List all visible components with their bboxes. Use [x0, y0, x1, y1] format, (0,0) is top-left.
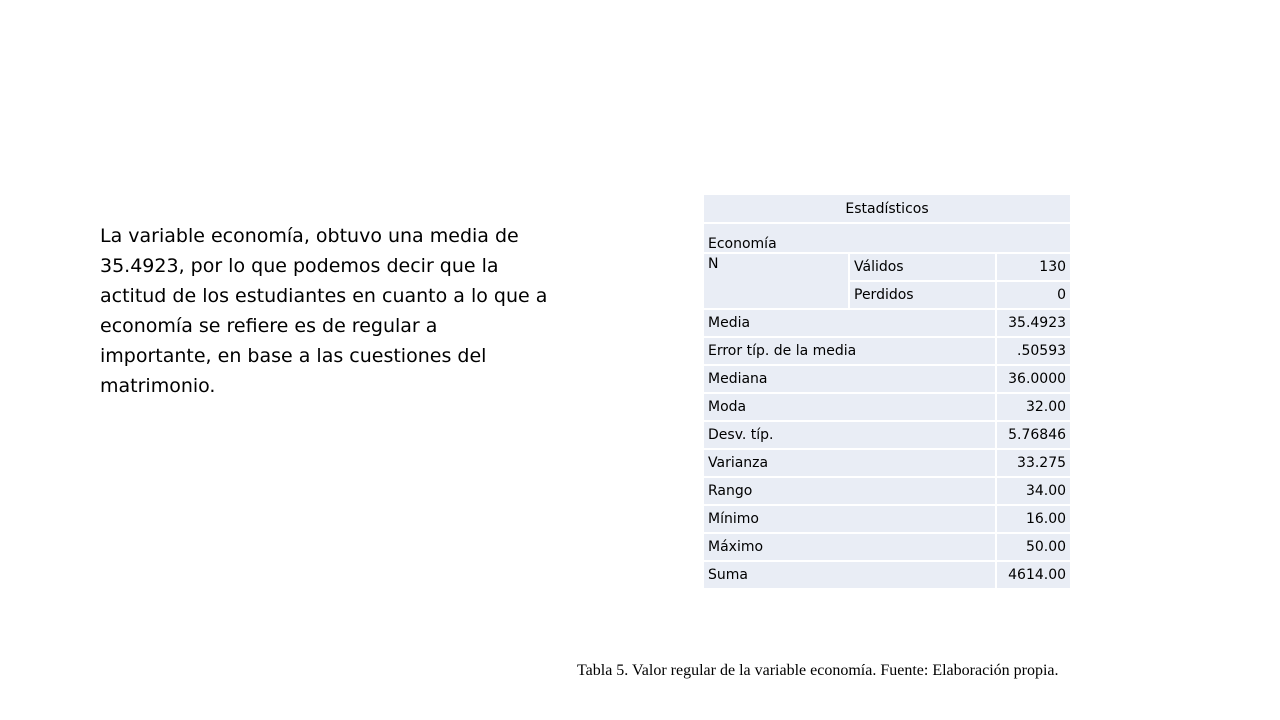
valid-label: Válidos: [849, 253, 996, 281]
row-value: 16.00: [996, 505, 1071, 533]
row-label: Mediana: [703, 365, 996, 393]
statistics-table: [702, 193, 1072, 590]
row-label: Mínimo: [703, 505, 996, 533]
table-row: [703, 449, 1071, 477]
table-variable-row: [703, 223, 1071, 253]
table-row: [703, 505, 1071, 533]
table-row: [703, 533, 1071, 561]
row-value: 4614.00: [996, 561, 1071, 589]
table-row: [703, 365, 1071, 393]
table-variable-name: Economía: [703, 223, 1071, 253]
row-value: .50593: [996, 337, 1071, 365]
table-row: [703, 309, 1071, 337]
row-label: Media: [703, 309, 996, 337]
missing-label: Perdidos: [849, 281, 996, 309]
table-row: [703, 561, 1071, 589]
row-value: 34.00: [996, 477, 1071, 505]
missing-value: 0: [996, 281, 1071, 309]
row-value: 35.4923: [996, 309, 1071, 337]
table-row: [703, 337, 1071, 365]
row-value: 33.275: [996, 449, 1071, 477]
row-value: 5.76846: [996, 421, 1071, 449]
table-caption: Tabla 5. Valor regular de la variable economía. Fuente: Elaboración propia.: [577, 662, 1059, 679]
table-row: [703, 393, 1071, 421]
row-label: Moda: [703, 393, 996, 421]
valid-value: 130: [996, 253, 1071, 281]
row-label: Error típ. de la media: [703, 337, 996, 365]
row-label: Varianza: [703, 449, 996, 477]
table-row: [703, 477, 1071, 505]
row-label: Máximo: [703, 533, 996, 561]
row-label: Rango: [703, 477, 996, 505]
n-label: N: [703, 253, 849, 309]
table-title-row: [703, 194, 1071, 223]
row-label: Suma: [703, 561, 996, 589]
table-row: [703, 421, 1071, 449]
body-paragraph: La variable economía, obtuvo una media de 35.4923, por lo que podemos decir que la actitud de los estudiantes en cuanto a lo que a economía se refiere es de regular a importante, en base a las cuestiones del matrimonio.: [100, 225, 548, 397]
row-value: 50.00: [996, 533, 1071, 561]
row-label: Desv. típ.: [703, 421, 996, 449]
row-value: 36.0000: [996, 365, 1071, 393]
row-value: 32.00: [996, 393, 1071, 421]
table-row: [703, 253, 1071, 281]
table-title: Estadísticos: [703, 194, 1071, 223]
